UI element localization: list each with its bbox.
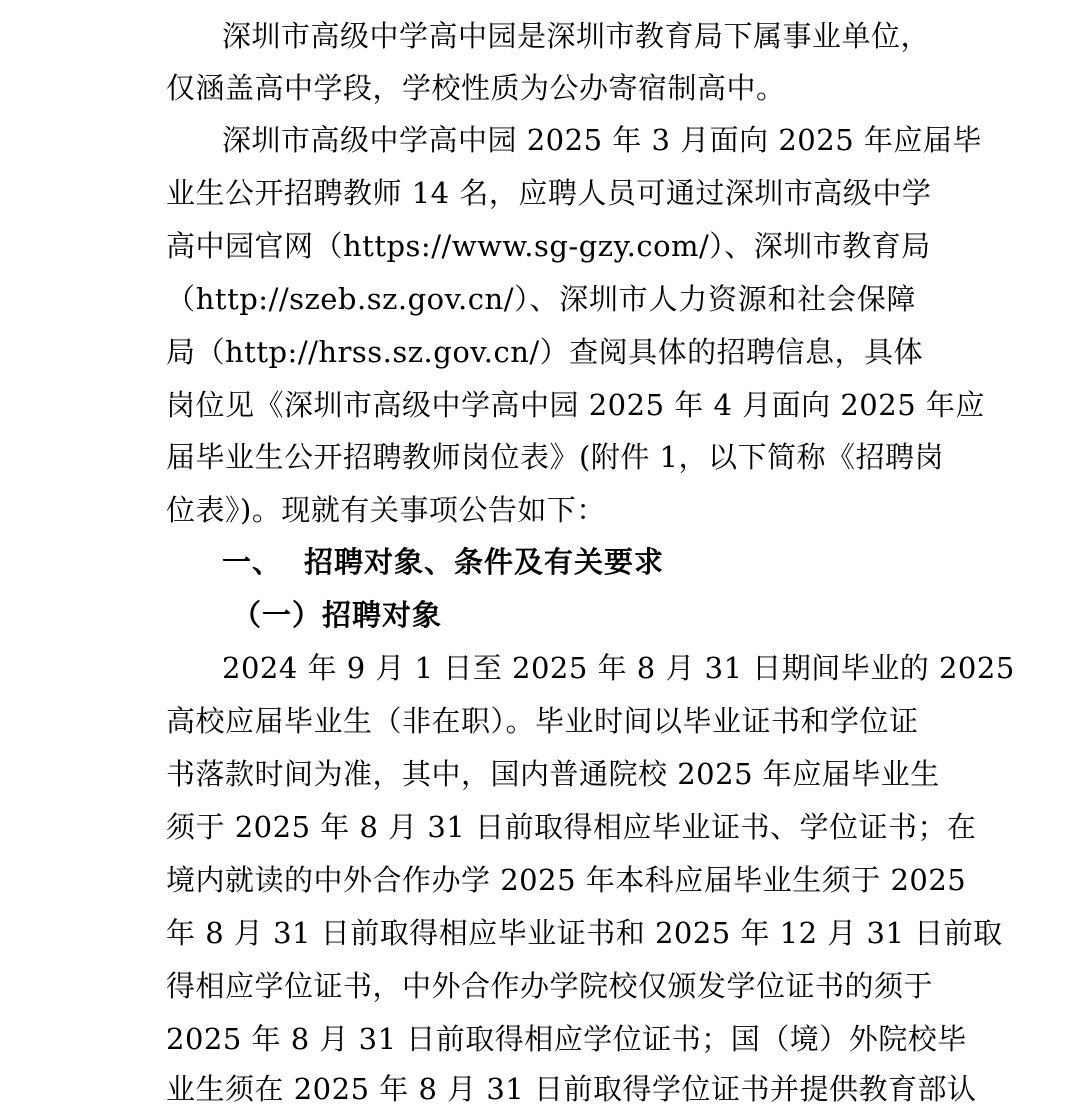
paragraph-3-line-3: 书落款时间为准，其中，国内普通院校 2025 年应届毕业生: [166, 757, 940, 791]
paragraph-2-line-1: 深圳市高级中学高中园 2025 年 3 月面向 2025 年应届毕: [222, 123, 982, 157]
paragraph-2-line-5: 局（http://hrss.sz.gov.cn/）查阅具体的招聘信息，具体: [166, 335, 924, 369]
paragraph-3-line-2: 高校应届毕业生（非在职）。毕业时间以毕业证书和学位证: [166, 704, 919, 738]
paragraph-3-line-9: 业生须在 2025 年 8 月 31 日前取得学位证书并提供教育部认: [166, 1072, 977, 1106]
paragraph-2-line-8: 位表》)。现就有关事项公告如下：: [166, 493, 606, 527]
paragraph-2-line-6: 岗位见《深圳市高级中学高中园 2025 年 4 月面向 2025 年应: [166, 388, 985, 422]
paragraph-2-line-2: 业生公开招聘教师 14 名，应聘人员可通过深圳市高级中学: [166, 176, 932, 210]
paragraph-3-line-8: 2025 年 8 月 31 日前取得相应学位证书；国（境）外院校毕: [166, 1022, 967, 1056]
section-heading: [222, 542, 916, 582]
paragraph-1-line-1: 深圳市高级中学高中园是深圳市教育局下属事业单位，: [222, 19, 931, 53]
paragraph-1-line-2: 仅涵盖高中学段，学校性质为公办寄宿制高中。: [166, 71, 786, 105]
section-number: 一、: [222, 545, 283, 579]
paragraph-3-line-1: 2024 年 9 月 1 日至 2025 年 8 月 31 日期间毕业的 2025: [222, 651, 1015, 685]
paragraph-3-line-4: 须于 2025 年 8 月 31 日前取得相应毕业证书、学位证书；在: [166, 810, 977, 844]
paragraph-3-line-7: 得相应学位证书，中外合作办学院校仅颁发学位证书的须于: [166, 969, 934, 1003]
paragraph-3-line-6: 年 8 月 31 日前取得相应毕业证书和 2025 年 12 月 31 日前取: [166, 916, 1003, 950]
section-title: 招聘对象、条件及有关要求: [304, 545, 665, 579]
paragraph-2-line-4: （http://szeb.sz.gov.cn/）、深圳市人力资源和社会保障: [166, 282, 916, 316]
subsection-heading: （一）招聘对象: [232, 598, 443, 632]
paragraph-3-line-5: 境内就读的中外合作办学 2025 年本科应届毕业生须于 2025: [166, 863, 967, 897]
paragraph-2-line-7: 届毕业生公开招聘教师岗位表》(附件 1，以下简称《招聘岗: [166, 440, 944, 474]
paragraph-2-line-3: 高中园官网（https://www.sg-gzy.com/）、深圳市教育局: [166, 229, 931, 263]
